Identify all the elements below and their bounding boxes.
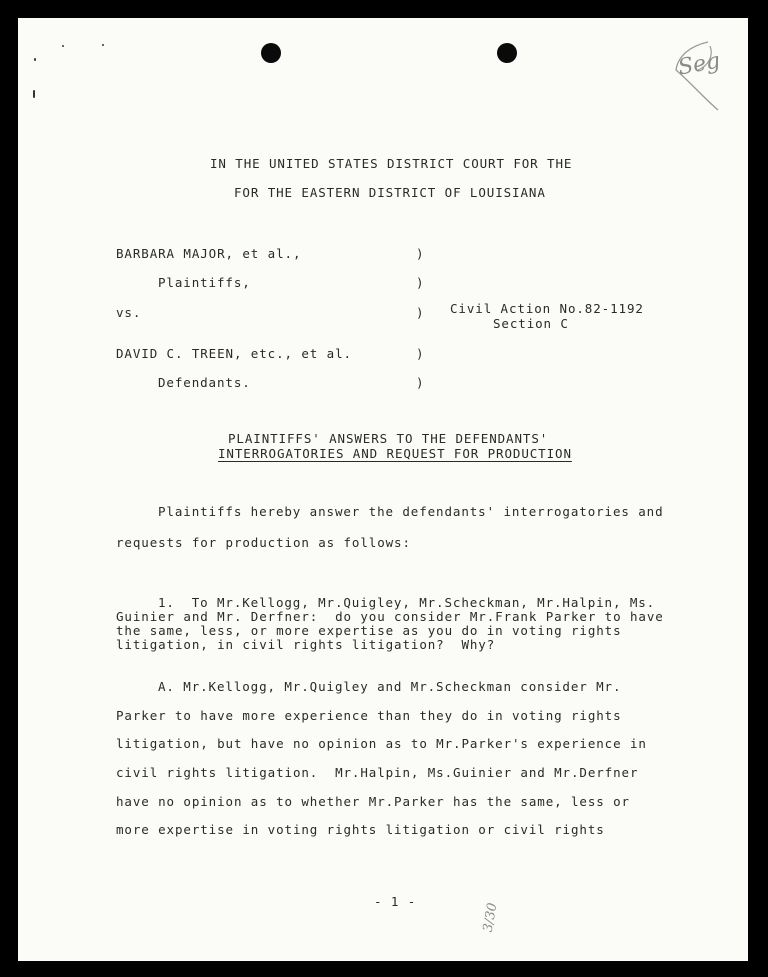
civil-action-number: Civil Action No.82-1192	[450, 301, 644, 316]
scan-speck	[34, 58, 36, 61]
court-heading-line-1: IN THE UNITED STATES DISTRICT COURT FOR THE	[210, 156, 573, 171]
document-page	[18, 18, 748, 961]
answer-1-line-4: civil rights litigation. Mr.Halpin, Ms.Guinier and Mr.Derfner	[116, 765, 639, 780]
scan-speck	[33, 90, 35, 98]
answer-1-line-5: have no opinion as to whether Mr.Parker has the same, less or	[116, 794, 630, 809]
answer-1-line-1: A. Mr.Kellogg, Mr.Quigley and Mr.Scheckman consider Mr.	[158, 679, 622, 694]
punch-hole-right	[497, 43, 517, 63]
page-number: - 1 -	[374, 894, 417, 909]
plaintiff-name: BARBARA MAJOR, et al.,	[116, 246, 302, 261]
caption-paren: )	[416, 375, 425, 390]
court-heading-line-2: FOR THE EASTERN DISTRICT OF LOUISIANA	[234, 185, 546, 200]
versus: vs.	[116, 305, 142, 320]
defendant-name: DAVID C. TREEN, etc., et al.	[116, 346, 352, 361]
question-1-line-2: Guinier and Mr. Derfner: do you consider Mr.Frank Parker to have	[116, 609, 664, 624]
scan-speck	[102, 44, 104, 46]
caption-paren: )	[416, 246, 425, 261]
punch-hole-left	[261, 43, 281, 63]
document-title-line-2: INTERROGATORIES AND REQUEST FOR PRODUCTION	[218, 446, 572, 461]
scan-speck	[62, 45, 64, 47]
section-label: Section C	[493, 316, 569, 331]
caption-paren: )	[416, 346, 425, 361]
caption-paren: )	[416, 275, 425, 290]
answer-1-line-6: more expertise in voting rights litigation or civil rights	[116, 822, 605, 837]
document-title-line-1: PLAINTIFFS' ANSWERS TO THE DEFENDANTS'	[228, 431, 549, 446]
answer-1-line-2: Parker to have more experience than they do in voting rights	[116, 708, 622, 723]
question-1-line-1: 1. To Mr.Kellogg, Mr.Quigley, Mr.Scheckman, Mr.Halpin, Ms.	[158, 595, 656, 610]
intro-line-1: Plaintiffs hereby answer the defendants' interrogatories and	[158, 504, 664, 519]
intro-line-2: requests for production as follows:	[116, 535, 411, 550]
defendants-label: Defendants.	[158, 375, 251, 390]
bottom-handwriting: 3/30	[480, 901, 501, 934]
corner-handwriting: Seg	[676, 48, 723, 81]
caption-paren: )	[416, 305, 425, 320]
question-1-line-3: the same, less, or more expertise as you do in voting rights	[116, 623, 622, 638]
question-1-line-4: litigation, in civil rights litigation? Why?	[116, 637, 496, 652]
plaintiffs-label: Plaintiffs,	[158, 275, 251, 290]
answer-1-line-3: litigation, but have no opinion as to Mr.Parker's experience in	[116, 736, 647, 751]
